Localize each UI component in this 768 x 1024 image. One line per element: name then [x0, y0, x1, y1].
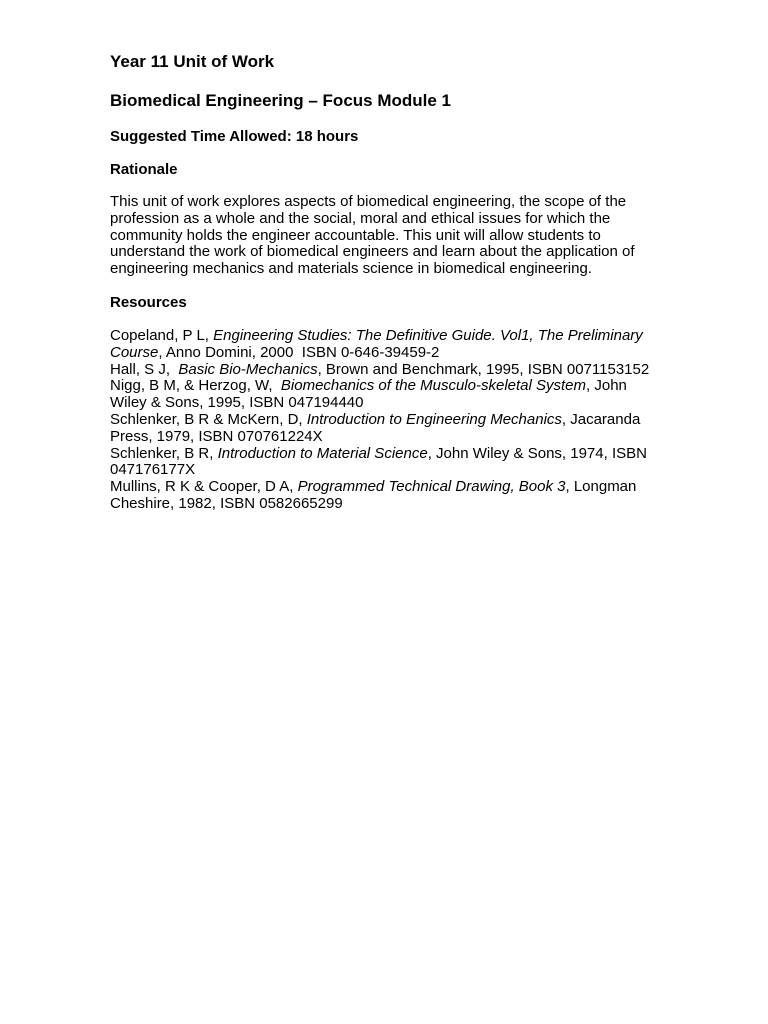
- resource-title: Engineering Studies: The Definitive Guide. Vol1, The Preliminary Course: [110, 326, 643, 361]
- resource-title: Introduction to Material Science: [217, 444, 428, 462]
- resource-item: [110, 479, 662, 513]
- resources-heading: Resources: [110, 293, 187, 311]
- resource-details: , Longman Cheshire, 1982, ISBN 0582665299: [110, 478, 637, 512]
- unit-title: Year 11 Unit of Work: [110, 52, 275, 71]
- resource-authors: Schlenker, B R & McKern, D,: [110, 410, 307, 428]
- module-title: Biomedical Engineering – Focus Module 1: [110, 91, 452, 110]
- resource-title: Basic Bio-Mechanics: [178, 360, 318, 378]
- rationale-text: This unit of work explores aspects of biomedical engineering, the scope of the profession as a whole and the social, moral and ethical issues for which the community holds the engineer accountable. This unit will allow students to understand the work of biomedical engineers and learn about the application of engineering mechanics and materials science in biomedical engineering.: [110, 193, 635, 278]
- resource-item: [110, 328, 662, 362]
- resource-details: , John Wiley & Sons, 1995, ISBN 047194440: [110, 377, 627, 412]
- resource-details: , Jacaranda Press, 1979, ISBN 070761224X: [110, 410, 641, 445]
- resource-authors: Mullins, R K & Cooper, D A,: [110, 478, 298, 496]
- resource-item: [110, 362, 662, 379]
- resources-list: [110, 328, 662, 513]
- document-page: [110, 52, 662, 513]
- rationale-heading: Rationale: [110, 161, 178, 178]
- resource-item: [110, 378, 662, 412]
- resource-item: [110, 412, 662, 446]
- resource-details: , John Wiley & Sons, 1974, ISBN 047176177X: [110, 444, 647, 479]
- time-allowed: Suggested Time Allowed: 18 hours: [110, 128, 359, 145]
- resource-authors: Hall, S J,: [110, 360, 179, 378]
- resource-authors: Schlenker, B R,: [110, 444, 218, 462]
- resource-title: Biomechanics of the Musculo-skeletal System: [280, 377, 587, 395]
- resource-authors: Nigg, B M, & Herzog, W,: [110, 377, 281, 395]
- resource-title: Programmed Technical Drawing, Book 3: [297, 478, 566, 496]
- resource-authors: Copeland, P L,: [110, 326, 214, 344]
- resource-details: , Brown and Benchmark, 1995, ISBN 0071153152: [317, 360, 650, 378]
- resource-title: Introduction to Engineering Mechanics: [306, 410, 562, 428]
- resource-item: [110, 446, 662, 480]
- resource-details: , Anno Domini, 2000 ISBN 0-646-39459-2: [158, 343, 440, 361]
